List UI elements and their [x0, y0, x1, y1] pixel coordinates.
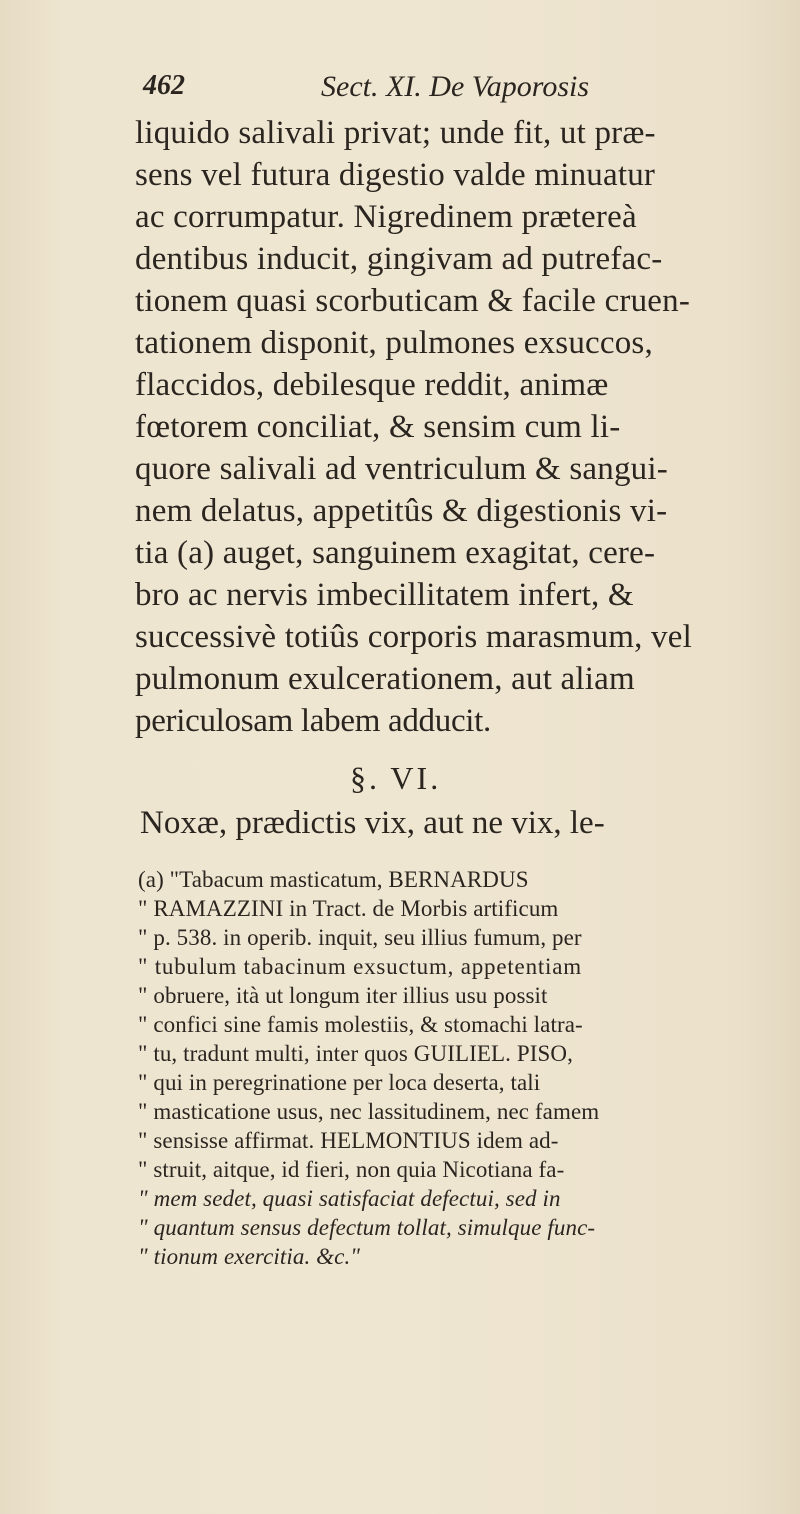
text-line: sens vel futura digestio valde minuatur: [135, 157, 656, 193]
text-line: tationem disponit, pulmones exsuccos,: [135, 325, 653, 361]
text-line: nem delatus, appetitûs & digestionis vi-: [135, 493, 668, 529]
footnote-line: " confici sine famis molestiis, & stomachi latra-: [138, 1012, 583, 1037]
text-line: flaccidos, debilesque reddit, animæ: [135, 367, 609, 403]
footnote-line: " qui in peregrinatione per loca deserta, tali: [138, 1070, 541, 1095]
text-line: dentibus inducit, gingivam ad putrefac-: [135, 241, 663, 277]
running-title: Sect. XI. De Vaporosis: [321, 70, 590, 103]
footnote-line: " RAMAZZINI in Tract. de Morbis artificum: [138, 896, 559, 921]
footnote-line: " obruere, ità ut longum iter illius usu possit: [138, 983, 548, 1008]
page-number: 462: [143, 70, 185, 101]
text-line: ac corrumpatur. Nigredinem prætereà: [135, 199, 637, 235]
text-line: quore salivali ad ventriculum & sangui-: [135, 451, 668, 487]
section-heading: §. VI.: [350, 760, 442, 796]
text-line: periculosam labem adducit.: [135, 703, 491, 739]
text-line: bro ac nervis imbecillitatem infert, &: [135, 577, 634, 613]
footnote-line: " struit, aitque, id fieri, non quia Nicotiana fa-: [138, 1157, 565, 1182]
text-line: pulmonum exulcerationem, aut aliam: [135, 661, 635, 697]
text-line: liquido salivali privat; unde fit, ut præ-: [135, 115, 656, 151]
footnote: [138, 865, 763, 1271]
footnote-line: " tu, tradunt multi, inter quos GUILIEL. PISO,: [138, 1041, 573, 1066]
footnote-line: " mem sedet, quasi satisfaciat defectui, sed in: [138, 1186, 561, 1211]
footnote-line: " p. 538. in operib. inquit, seu illius fumum, per: [138, 925, 582, 950]
footnote-line: " masticatione usus, nec lassitudinem, nec famem: [138, 1099, 600, 1124]
text-line: tia (a) auget, sanguinem exagitat, cere-: [135, 535, 656, 571]
text-line: tionem quasi scorbuticam & facile cruen-: [135, 283, 691, 319]
text-line: fœtorem conciliat, & sensim cum li-: [135, 409, 621, 445]
footnote-line: (a) "Tabacum masticatum, BERNARDUS: [138, 867, 529, 892]
page-header: [143, 70, 703, 114]
text-line: successivè totiûs corporis marasmum, vel: [135, 619, 692, 655]
main-paragraph: [135, 112, 735, 742]
footnote-line: " tubulum tabacinum exsuctum, appetentiam: [138, 954, 582, 979]
section-first-line: Noxæ, prædictis vix, aut ne vix, le-: [140, 805, 605, 841]
footnote-line: " tionum exercitia. &c.": [138, 1244, 361, 1269]
footnote-line: " quantum sensus defectum tollat, simulque func-: [138, 1215, 596, 1240]
footnote-line: " sensisse affirmat. HELMONTIUS idem ad-: [138, 1128, 559, 1153]
